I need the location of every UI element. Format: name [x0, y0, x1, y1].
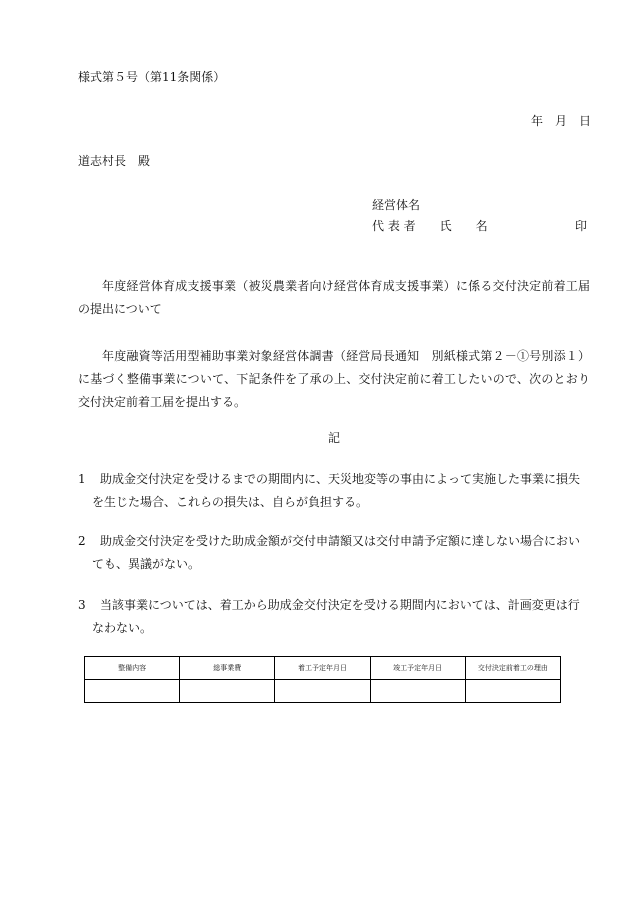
- condition-3: [78, 594, 590, 640]
- condition-1: [78, 468, 590, 514]
- cell-start-date[interactable]: [275, 680, 370, 703]
- header-work-content: 整備内容: [85, 657, 180, 680]
- body-paragraph: 年度融資等活用型補助事業対象経営体調書（経営局長通知 別紙様式第２－①号別添１）に基づく整備事業について、下記条件を了承の上、交付決定前に着工したいので、次のとおり交付決定前着工届を提出する。: [78, 349, 590, 409]
- condition-number: 2: [78, 534, 86, 548]
- cell-reason[interactable]: [465, 680, 560, 703]
- seal-mark: 印: [575, 219, 588, 233]
- construction-table: [84, 656, 561, 703]
- table-header-row: [85, 657, 561, 680]
- header-reason: 交付決定前着工の理由: [465, 657, 560, 680]
- header-total-cost: 総事業費: [180, 657, 275, 680]
- cell-work-content[interactable]: [85, 680, 180, 703]
- ki-heading: 記: [328, 431, 341, 445]
- condition-number: 1: [78, 472, 86, 486]
- condition-2: [78, 530, 590, 576]
- cell-total-cost[interactable]: [180, 680, 275, 703]
- header-completion-date: 竣工予定年月日: [370, 657, 465, 680]
- table-row: [85, 680, 561, 703]
- date-line: 年 月 日: [531, 114, 592, 128]
- condition-text: 当該事業については、着工から助成金交付決定を受ける期間内においては、計画変更は行なわない。: [92, 598, 580, 635]
- subject: 年度経営体育成支援事業（被災農業者向け経営体育成支援事業）に係る交付決定前着工届の提出について: [78, 279, 590, 316]
- condition-text: 助成金交付決定を受けた助成金額が交付申請額又は交付申請予定額に達しない場合においても、異議がない。: [92, 534, 581, 571]
- addressee: 道志村長 殿: [78, 154, 151, 168]
- condition-text: 助成金交付決定を受けるまでの期間内に、天災地変等の事由によって実施した事業に損失を生じた場合、これらの損失は、自らが負担する。: [92, 472, 581, 509]
- form-number: 様式第５号（第11条関係）: [78, 70, 226, 84]
- representative-label: 代 表 者 氏 名: [372, 219, 488, 233]
- condition-number: 3: [78, 598, 86, 612]
- cell-completion-date[interactable]: [370, 680, 465, 703]
- entity-name-label: 経営体名: [372, 198, 421, 212]
- header-start-date: 着工予定年月日: [275, 657, 370, 680]
